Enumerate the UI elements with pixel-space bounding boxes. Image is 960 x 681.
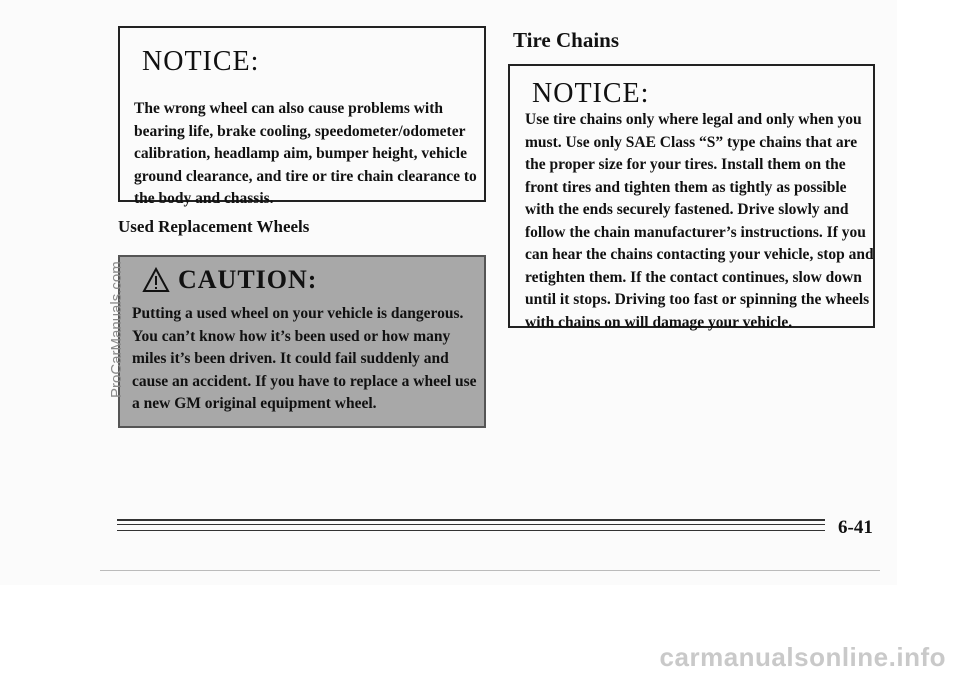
footer-rule (117, 530, 825, 531)
page-number: 6-41 (838, 517, 873, 538)
used-replacement-wheels-title: Used Replacement Wheels (118, 217, 310, 236)
caution-heading: CAUTION: (178, 265, 318, 294)
site-watermark: carmanualsonline.info (659, 642, 946, 672)
caution-header (142, 265, 317, 295)
tire-chains-title: Tire Chains (513, 28, 620, 52)
caution-box (118, 255, 486, 428)
page-edge-line (100, 570, 880, 571)
footer-rule (117, 519, 825, 521)
vertical-watermark: ProCarManuals.com (108, 261, 125, 398)
notice-body: Use tire chains only where legal and only when you must. Use only SAE Class “S” type chains that are the proper size for your tires. Install them on the front tires and tighten them as tightly as possible with the ends securely fastened. Drive slowly and follow the chain manufacturer’s instructions. If you can hear the chains contacting your vehicle, stop and retighten them. If the contact continues, slow down until it stops. Driving too fast or spinning the wheels with chains on will damage your vehicle. (525, 111, 874, 331)
warning-triangle-icon (142, 267, 170, 293)
wheel-notice-box (118, 26, 486, 207)
notice-heading: NOTICE: (532, 78, 650, 109)
notice-heading: NOTICE: (142, 46, 260, 77)
notice-body: The wrong wheel can also cause problems with bearing life, brake cooling, speedometer/odometer calibration, headlamp aim, bumper height, vehicle ground clearance, and tire or tire chain clearance to the body and chassis. (134, 100, 477, 207)
tire-chains-notice-box (508, 64, 875, 331)
caution-body: Putting a used wheel on your vehicle is dangerous. You can’t know how it’s been used or how many miles it’s been driven. It could fail suddenly and cause an accident. If you have to replace a wheel use a new GM original equipment wheel. (132, 305, 477, 412)
footer-rule (117, 524, 825, 525)
